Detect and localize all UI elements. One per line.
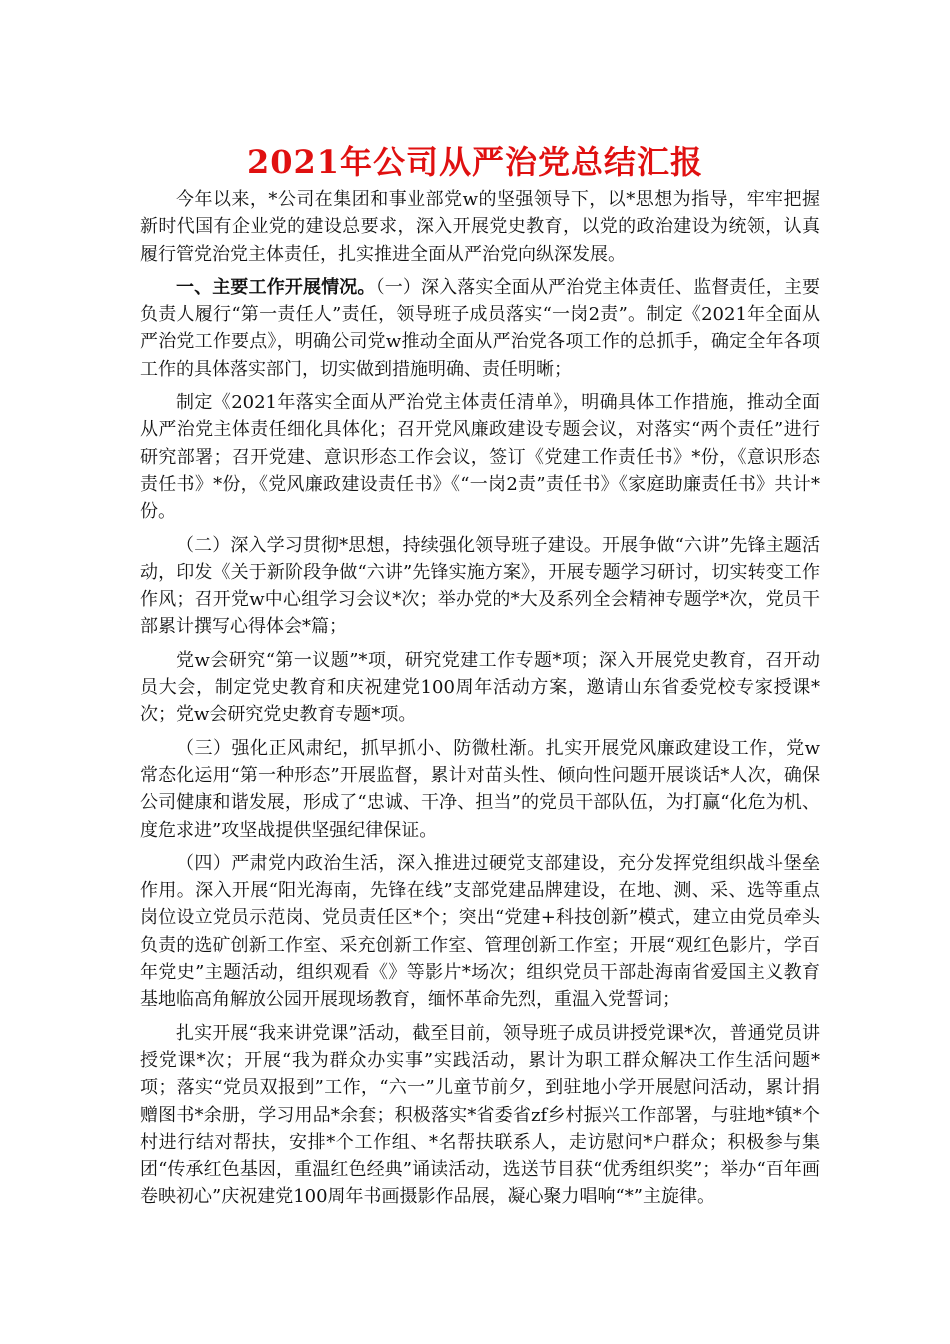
section-heading: 一、主要工作开展情况。 xyxy=(176,276,376,298)
paragraph-intro xyxy=(140,186,820,268)
paragraph-text: （二）深入学习贯彻*思想，持续强化领导班子建设。开展争做“六讲”先锋主题活动，印发《关于新阶段争做“六讲”先锋实施方案》，开展专题学习研讨，切实转变工作作风；召开党w中心组学习会议*次；举办党的*大及系列全会精神专题学*次，党员干部累计撰写心得体会*篇； xyxy=(140,534,820,638)
document-body xyxy=(140,186,820,1217)
paragraph-text: 制定《2021年落实全面从严治党主体责任清单》，明确具体工作措施，推动全面从严治党主体责任细化具体化；召开党风廉政建设专题会议，对落实“两个责任”进行研究部署；召开党建、意识形态工作会议，签订《党建工作责任书》*份，《意识形态责任书》*份，《党风廉政建设责任书》《“一岗2责”责任书》《家庭助廉责任书》共计*份。 xyxy=(140,392,820,523)
paragraph-political-life xyxy=(140,850,820,1014)
paragraph-text: （四）严肃党内政治生活，深入推进过硬党支部建设，充分发挥党组织战斗堡垒作用。深入开展“阳光海南，先锋在线”支部党建品牌建设，在地、测、采、选等重点岗位设立党员示范岗、党员责任区*个；突出“党建+科技创新”模式，建立由党员牵头负责的选矿创新工作室、采充创新工作室、管理创新工作室；开展“观红色影片，学百年党史”主题活动，组织观看《》等影片*场次；组织党员干部赴海南省爱国主义教育基地临高角解放公园开展现场教育，缅怀革命先烈，重温入党誓词； xyxy=(140,852,820,1011)
paragraph-discipline xyxy=(140,735,820,844)
paragraph-party-lecture xyxy=(140,1020,820,1211)
paragraph-study-thought xyxy=(140,532,820,641)
paragraph-text: （三）强化正风肃纪，抓早抓小、防微杜渐。扎实开展党风廉政建设工作，党w常态化运用“第一种形态”开展监督，累计对苗头性、倾向性问题开展谈话*人次，确保公司健康和谐发展，形成了“忠诚、干净、担当”的党员干部队伍，为打赢“化危为机、度危求进”攻坚战提供坚强纪律保证。 xyxy=(140,737,820,841)
paragraph-text: 党w会研究“第一议题”*项，研究党建工作专题*项；深入开展党史教育，召开动员大会，制定党史教育和庆祝建党100周年活动方案，邀请山东省委党校专家授课*次；党w会研究党史教育专题*项。 xyxy=(140,649,820,726)
paragraph-text: （一）深入落实全面从严治党主体责任、监督责任，主要负责人履行“第一责任人”责任，领导班子成员落实“一岗2责”。制定《2021年全面从严治党工作要点》，明确公司党w推动全面从严治党各项工作的总抓手，确定全年各项工作的具体落实部门，切实做到措施明确、责任明晰； xyxy=(140,276,821,380)
paragraph-section-one xyxy=(140,274,820,383)
document-title: 2021年公司从严治党总结汇报 xyxy=(246,143,704,181)
paragraph-first-topic xyxy=(140,647,820,729)
paragraph-text: 扎实开展“我来讲党课”活动，截至目前，领导班子成员讲授党课*次，普通党员讲授党课*次；开展“我为群众办实事”实践活动，累计为职工群众解决工作生活问题*项；落实“党员双报到”工作，“六一”儿童节前夕，到驻地小学开展慰问活动，累计捐赠图书*余册，学习用品*余套；积极落实*省委省zf乡村振兴工作部署，与驻地*镇*个村进行结对帮扶，安排*个工作组、*名帮扶联系人，走访慰问*户群众；积极参与集团“传承红色基因，重温红色经典”诵读活动，选送节目获“优秀组织奖”；举办“百年画卷映初心”庆祝建党100周年书画摄影作品展，凝心聚力唱响“*”主旋律。 xyxy=(140,1022,820,1208)
paragraph-text: 今年以来，*公司在集团和事业部党w的坚强领导下，以*思想为指导，牢牢把握新时代国有企业党的建设总要求，深入开展党史教育，以党的政治建设为统领，认真履行管党治党主体责任，扎实推进全面从严治党向纵深发展。 xyxy=(140,189,820,265)
paragraph-responsibility-list xyxy=(140,389,820,525)
